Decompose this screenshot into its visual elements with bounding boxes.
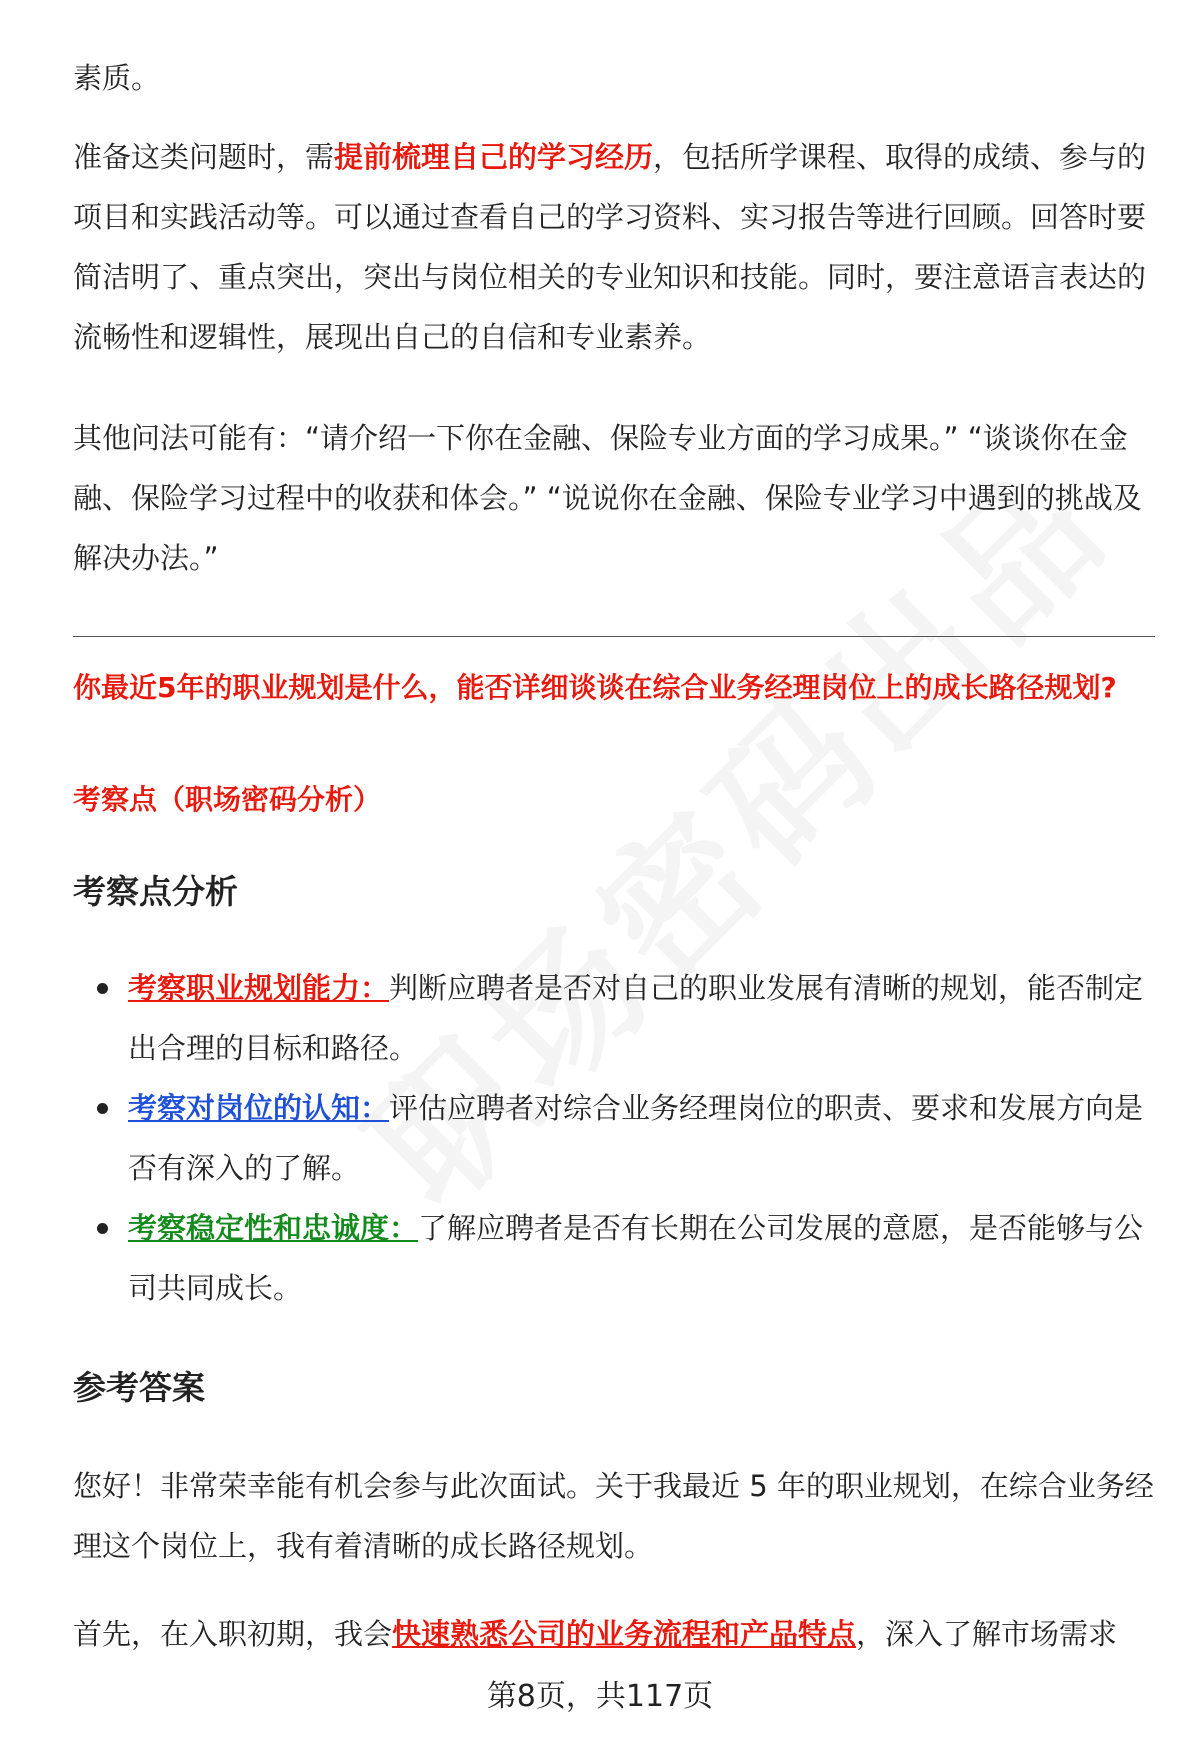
highlight-business-process: 快速熟悉公司的业务流程和产品特点 xyxy=(392,1617,857,1651)
answer-paragraph-first-prefix: 首先，在入职初期，我会 xyxy=(73,1617,393,1651)
bullet-icon xyxy=(97,1223,108,1234)
bullet-icon xyxy=(97,983,108,994)
highlight-study-history: 提前梳理自己的学习经历 xyxy=(334,140,654,174)
analysis-item-text: 评估应聘者对综合业务经理岗位的职责、要求和发展方向是否有深入的了解。 xyxy=(128,1091,1144,1185)
paragraph-intro-end: 素质。 xyxy=(73,61,161,95)
answer-paragraph-first-suffix: ，深入了解市场需求 xyxy=(856,1617,1118,1651)
answer-paragraph-intro: 您好！非常荣幸能有机会参与此次面试。关于我最近 5 年的职业规划，在综合业务经理这个岗位上，我有着清晰的成长路径规划。 xyxy=(73,1469,1154,1563)
paragraph-preparation xyxy=(73,127,1155,367)
bullet-icon xyxy=(97,1103,108,1114)
list-item xyxy=(73,1078,1155,1198)
paragraph-alternative-questions: 其他问法可能有：“请介绍一下你在金融、保险专业方面的学习成果。” “谈谈你在金融、保险学习过程中的收获和体会。” “说说你在金融、保险专业学习中遇到的挑战及解决办法。” xyxy=(73,421,1142,575)
list-item xyxy=(73,1198,1155,1318)
question-subtitle: 考察点（职场密码分析） xyxy=(73,783,382,816)
section-divider xyxy=(73,636,1155,637)
page-footer: 第8页，共117页 xyxy=(486,1679,714,1714)
question-title: 你最近5年的职业规划是什么，能否详细谈谈在综合业务经理岗位上的成长路径规划? xyxy=(73,671,1117,704)
analysis-item-text: 判断应聘者是否对自己的职业发展有清晰的规划，能否制定出合理的目标和路径。 xyxy=(128,971,1144,1065)
analysis-item-text: 了解应聘者是否有长期在公司发展的意愿，是否能够与公司共同成长。 xyxy=(128,1211,1144,1305)
document-page xyxy=(73,0,1155,1755)
answer-paragraph-first xyxy=(73,1604,1155,1664)
analysis-item-label: 考察稳定性和忠诚度： xyxy=(128,1211,419,1245)
list-item xyxy=(73,958,1155,1078)
analysis-heading: 考察点分析 xyxy=(73,872,238,911)
analysis-list xyxy=(73,958,1155,1318)
paragraph-preparation-prefix: 准备这类问题时，需 xyxy=(73,140,335,174)
paragraph-preparation-suffix: ，包括所学课程、取得的成绩、参与的项目和实践活动等。可以通过查看自己的学习资料、实习报告等进行回顾。回答时要简洁明了、重点突出，突出与岗位相关的专业知识和技能。同时，要注意语言表达的流畅性和逻辑性，展现出自己的自信和专业素养。 xyxy=(73,140,1147,354)
answer-heading: 参考答案 xyxy=(73,1368,205,1407)
analysis-item-label: 考察职业规划能力： xyxy=(128,971,390,1005)
analysis-item-label: 考察对岗位的认知： xyxy=(128,1091,390,1125)
